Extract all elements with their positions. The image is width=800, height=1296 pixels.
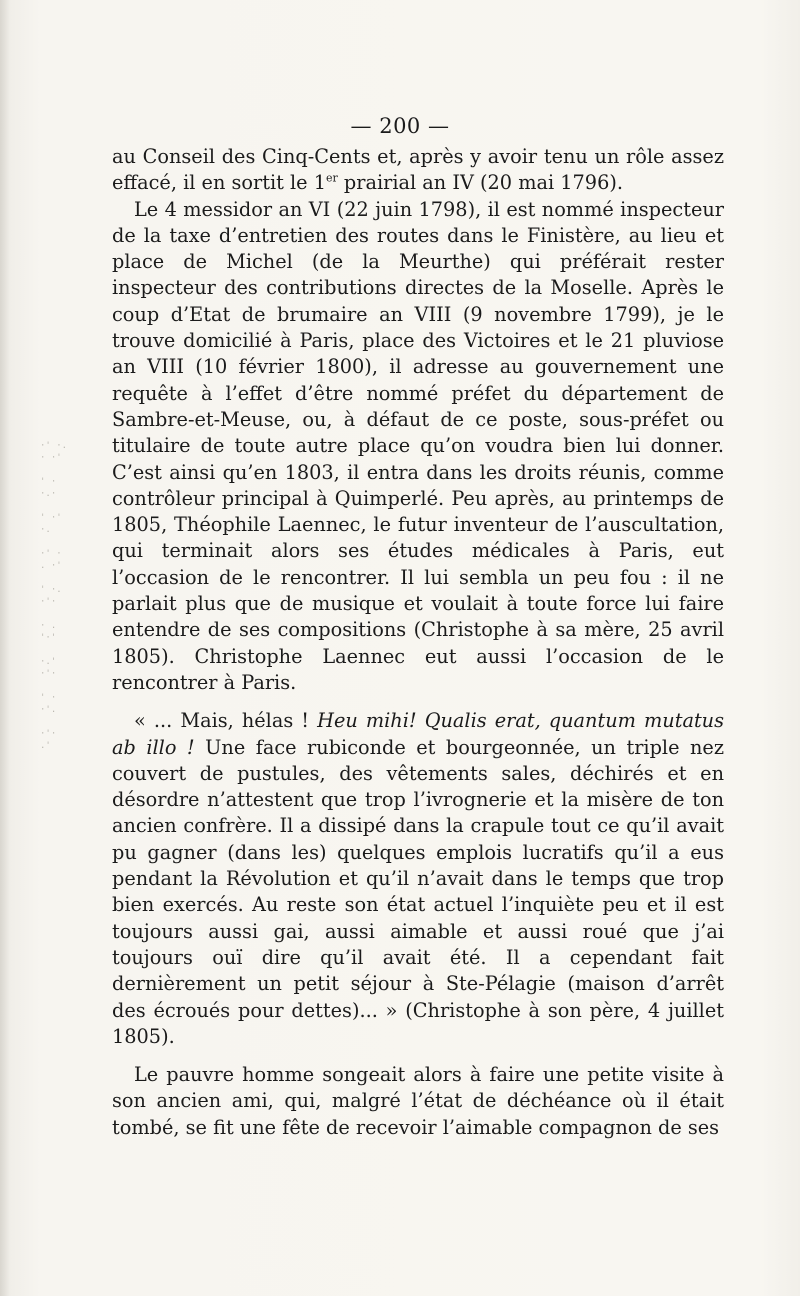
body-text <box>112 144 724 1141</box>
latin-quotation: Heu mihi! Qualis erat, quantum mutatus ab illo ! <box>112 709 725 759</box>
paragraph-1 <box>112 144 724 197</box>
paragraph-3-text-before: « ... Mais, hélas ! <box>134 709 318 733</box>
page-number: — 200 — <box>350 114 450 138</box>
paragraph-2 <box>112 197 724 697</box>
paragraph-4 <box>112 1062 724 1141</box>
superscript-er: er <box>325 171 338 185</box>
margin-specks: ·' ·. · ·' ' · ·.· ' ·' ·. ·' · . ·' ' ·. ·'· · . '·' ·.' ·'· ' · ·'. ·'· .' <box>40 441 68 751</box>
paragraph-3-quote <box>112 708 724 1050</box>
paragraph-2-text: Le 4 messidor an VI (22 juin 1798), il est nommé inspecteur de la taxe d’entretien des routes dans le Finistère, au lieu et place de Michel (de la Meurthe) qui préférait rester inspecteur des contributions directes de la Moselle. Après le coup d’Etat de brumaire an VIII (9 novembre 1799), je le trouve domicilié à Paris, place des Victoires et le 21 pluviose an VIII (10 février 1800), il adresse au gouvernement une requête à l’effet d’être nommé préfet du département de Sambre-et-Meuse, ou, à défaut de ce poste, sous-préfet ou titulaire de toute autre place qu’on voudra bien lui donner. C’est ainsi qu’en 1803, il entra dans les droits réunis, comme contrôleur principal à Quimperlé. Peu après, au printemps de 1805, Théophile Laennec, le futur inventeur de l’auscultation, qui terminait alors ses études médicales à Paris, eut l’occasion de le rencontrer. Il lui sembla un peu fou : il ne parlait plus que de musique et voulait à toute force lui faire entendre de ses compositions (Christophe à sa mère, 25 avril 1805). Christophe Laennec eut aussi l’occasion de le rencontrer à Paris. <box>112 197 724 694</box>
paragraph-1-text-after: prairial an IV (20 mai 1796). <box>337 171 623 195</box>
paragraph-4-text: Le pauvre homme songeait alors à faire une petite visite à son ancien ami, qui, malgré l’état de déchéance où il était tombé, se fit une fête de recevoir l’aimable compagnon de ses <box>112 1063 724 1139</box>
paragraph-1-text: au Conseil des Cinq-Cents et, après y avoir tenu un rôle assez effacé, il en sortit le 1 <box>112 145 724 195</box>
paragraph-3-text: Une face rubiconde et bourgeonnée, un triple nez couvert de pustules, des vêtements sales, déchirés et en désordre n’attestent que trop l’ivrognerie et la misère de ton ancien confrère. Il a dissipé dans la crapule tout ce qu’il avait pu gagner (dans les) quelques emplois lucratifs qu’il a eus pendant la Révolution et qu’il n’avait dans le temps que trop bien exercés. Au reste son état actuel l’inquiète peu et il est toujours aussi gai, aussi aimable et aussi roué que j’ai toujours ouï dire qu’il avait été. Il a cependant fait dernièrement un petit séjour à Ste-Pélagie (maison d’arrêt des écroués pour dettes)... » (Christophe à son père, 4 juillet 1805). <box>112 735 724 1048</box>
page-edge-shadow <box>0 0 10 1296</box>
